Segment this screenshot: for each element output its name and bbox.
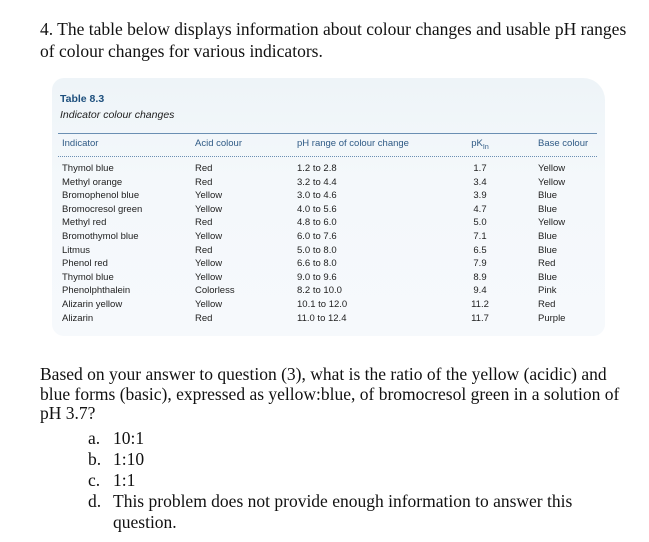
table-cell-indicator: Bromothymol blue xyxy=(62,231,139,242)
table-caption: Indicator colour changes xyxy=(60,109,175,121)
table-row xyxy=(58,217,597,230)
table-row xyxy=(58,163,597,176)
table-cell-base: Yellow xyxy=(538,176,566,188)
table-cell-pk: 3.9 xyxy=(473,190,487,202)
answer-option xyxy=(88,428,623,449)
table-number: Table 8.3 xyxy=(60,93,105,105)
option-letter: a. xyxy=(88,428,101,448)
question-text: Based on your answer to question (3), what is the ratio of the yellow (acidic) and blue forms (basic), expressed as yellow:blue, of bromocresol green in a solution of pH 3.7? xyxy=(40,364,620,423)
table-row xyxy=(58,313,597,326)
table-cell-pk: 3.4 xyxy=(473,176,487,188)
table-row xyxy=(58,204,597,217)
table-row xyxy=(58,190,597,203)
table-cell-indicator: Alizarin yellow xyxy=(62,299,123,310)
option-letter: b. xyxy=(88,449,102,469)
table-cell-base: Blue xyxy=(538,271,558,283)
table-cell-base: Pink xyxy=(538,285,557,297)
table-cell-base: Blue xyxy=(538,190,558,202)
table-cell-pk: 11.7 xyxy=(471,312,489,324)
option-letter: d. xyxy=(88,491,102,511)
table-row xyxy=(58,245,597,258)
answer-option xyxy=(88,449,623,470)
table-cell-indicator: Methyl red xyxy=(62,217,107,229)
answer-option xyxy=(88,470,623,491)
table-cell-ph-range: 11.0 to 12.4 xyxy=(297,312,347,324)
table-cell-ph-range: 4.0 to 5.6 xyxy=(297,203,337,215)
option-text: 1:1 xyxy=(113,470,136,490)
table-cell-pk: 9.4 xyxy=(473,285,487,297)
table-cell-acid: Yellow xyxy=(195,258,223,270)
header-pk xyxy=(468,138,492,151)
table-cell-base: Red xyxy=(538,299,556,310)
table-cell-ph-range: 9.0 to 9.6 xyxy=(297,271,337,283)
table-cell-acid: Colorless xyxy=(195,285,235,297)
table-cell-ph-range: 4.8 to 6.0 xyxy=(297,217,337,229)
table-row xyxy=(58,231,597,244)
table-row xyxy=(58,285,597,298)
option-text: 1:10 xyxy=(113,449,145,469)
table-row xyxy=(58,258,597,271)
option-letter: c. xyxy=(88,470,101,490)
table-cell-ph-range: 5.0 to 8.0 xyxy=(297,244,337,256)
header-acid-colour: Acid colour xyxy=(195,138,242,149)
table-cell-acid: Red xyxy=(195,244,213,256)
table-cell-pk: 6.5 xyxy=(473,244,487,256)
table-cell-acid: Red xyxy=(195,163,213,174)
header-indicator: Indicator xyxy=(62,138,99,149)
header-rule-top xyxy=(58,133,597,134)
table-cell-indicator: Phenol red xyxy=(62,258,108,270)
table-row xyxy=(58,177,597,190)
table-cell-acid: Red xyxy=(195,217,213,229)
table-cell-acid: Yellow xyxy=(195,190,223,202)
table-cell-acid: Yellow xyxy=(195,231,223,242)
table-cell-pk: 8.9 xyxy=(473,271,487,283)
table-cell-base: Blue xyxy=(538,231,558,242)
header-ph-range: pH range of colour change xyxy=(297,138,409,149)
table-cell-acid: Yellow xyxy=(195,299,223,310)
table-cell-indicator: Bromocresol green xyxy=(62,203,143,215)
table-cell-pk: 1.7 xyxy=(473,163,487,174)
table-cell-ph-range: 1.2 to 2.8 xyxy=(297,163,337,174)
table-cell-ph-range: 3.2 to 4.4 xyxy=(297,176,337,188)
table-cell-pk: 7.1 xyxy=(473,231,487,242)
header-rule-bottom xyxy=(58,156,597,157)
table-cell-indicator: Bromophenol blue xyxy=(62,190,140,202)
table-cell-base: Blue xyxy=(538,244,558,256)
table-cell-ph-range: 6.0 to 7.6 xyxy=(297,231,337,242)
table-cell-indicator: Thymol blue xyxy=(62,271,114,283)
table-cell-base: Yellow xyxy=(538,217,566,229)
table-cell-base: Purple xyxy=(538,312,566,324)
table-cell-ph-range: 8.2 to 10.0 xyxy=(297,285,342,297)
option-text: This problem does not provide enough information to answer this question. xyxy=(113,491,573,532)
answer-option xyxy=(88,491,623,533)
table-cell-ph-range: 6.6 to 8.0 xyxy=(297,258,337,270)
option-text: 10:1 xyxy=(113,428,145,448)
table-cell-pk: 7.9 xyxy=(473,258,487,270)
table-cell-indicator: Phenolphthalein xyxy=(62,285,131,297)
table-cell-acid: Red xyxy=(195,176,213,188)
table-cell-pk: 11.2 xyxy=(471,299,489,310)
header-pk-label: pK xyxy=(471,138,483,149)
table-cell-acid: Red xyxy=(195,312,213,324)
table-row xyxy=(58,299,597,312)
table-cell-acid: Yellow xyxy=(195,271,223,283)
table-cell-indicator: Litmus xyxy=(62,244,90,256)
header-pk-subscript: In xyxy=(482,143,489,151)
table-header-row xyxy=(58,138,597,151)
table-cell-acid: Yellow xyxy=(195,203,223,215)
header-base-colour: Base colour xyxy=(538,138,589,149)
table-cell-indicator: Methyl orange xyxy=(62,176,123,188)
table-cell-indicator: Thymol blue xyxy=(62,163,114,174)
answer-options xyxy=(88,428,623,533)
question-intro: 4. The table below displays information about colour changes and usable pH ranges of colour changes for various indicators. xyxy=(40,19,627,61)
table-row xyxy=(58,272,597,285)
table-cell-pk: 5.0 xyxy=(473,217,487,229)
table-cell-indicator: Alizarin xyxy=(62,312,94,324)
table-cell-ph-range: 3.0 to 4.6 xyxy=(297,190,337,202)
table-cell-pk: 4.7 xyxy=(473,203,487,215)
table-cell-ph-range: 10.1 to 12.0 xyxy=(297,299,348,310)
table-cell-base: Red xyxy=(538,258,556,270)
table-cell-base: Blue xyxy=(538,203,558,215)
table-cell-base: Yellow xyxy=(538,163,566,174)
indicator-table xyxy=(52,78,605,336)
